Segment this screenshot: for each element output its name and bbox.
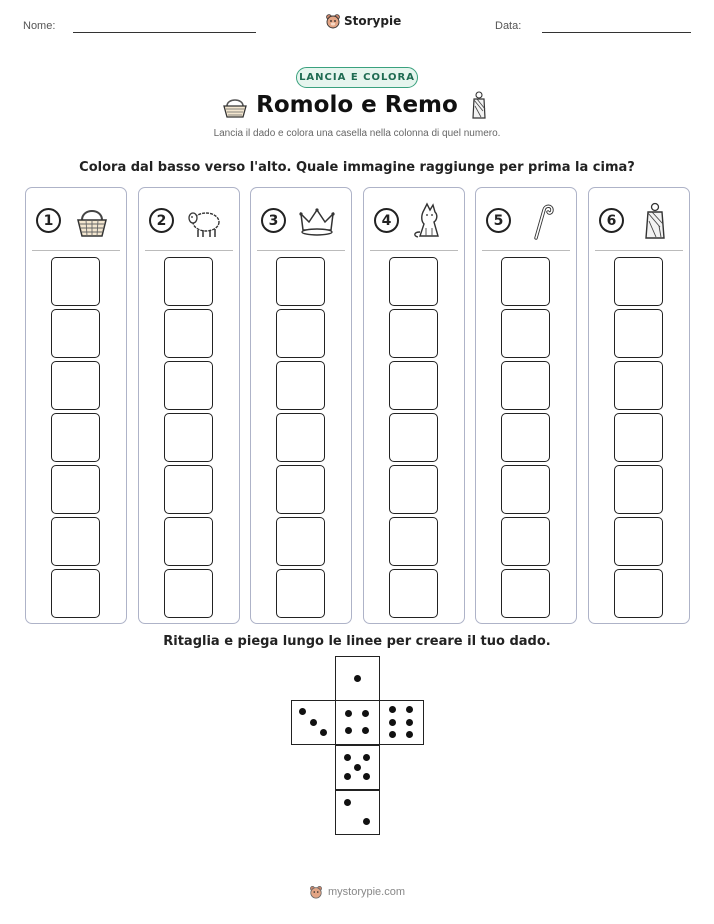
column-number: 4 [374,208,399,233]
die-face-6 [379,700,424,745]
color-box[interactable] [276,309,325,358]
column-divider [482,250,570,251]
die-pip [344,799,351,806]
color-box[interactable] [164,309,213,358]
color-box[interactable] [276,361,325,410]
die-pip [310,719,317,726]
column-divider [32,250,120,251]
die-face-3 [291,700,336,745]
race-column-3 [250,187,352,624]
die-pip [362,727,369,734]
die-pip [354,764,361,771]
color-box[interactable] [164,413,213,462]
footer-url[interactable]: mystorypie.com [327,886,406,898]
color-box[interactable] [389,309,438,358]
die-pip [345,727,352,734]
die-pip [406,719,413,726]
color-box[interactable] [51,309,100,358]
die-pip [362,710,369,717]
sheep-icon [185,202,225,240]
die-pip [344,773,351,780]
column-divider [595,250,683,251]
bear-icon [309,885,323,899]
activity-badge: LANCIA E COLORA [296,67,418,88]
column-header [149,202,233,242]
color-box[interactable] [614,413,663,462]
shepherd-staff-icon [522,202,562,240]
page-title: Romolo e Remo [256,92,458,118]
wolf-icon [410,202,450,240]
column-divider [257,250,345,251]
die-face-1 [335,656,380,701]
bear-icon [325,13,341,29]
die-pip [345,710,352,717]
date-line[interactable] [542,32,691,33]
color-box[interactable] [614,309,663,358]
race-column-4 [363,187,465,624]
race-column-1 [25,187,127,624]
date-label: Data: [495,20,522,32]
race-column-6 [588,187,690,624]
color-box[interactable] [389,517,438,566]
column-header [599,202,683,242]
color-instruction: Colora dal basso verso l'alto. Quale immagine raggiunge per prima la cima? [79,160,635,175]
color-box[interactable] [501,569,550,618]
color-box[interactable] [51,517,100,566]
color-box[interactable] [51,413,100,462]
column-number: 1 [36,208,61,233]
column-divider [145,250,233,251]
color-box[interactable] [51,465,100,514]
color-box[interactable] [276,257,325,306]
color-box[interactable] [164,517,213,566]
color-box[interactable] [276,569,325,618]
color-box[interactable] [501,413,550,462]
brand-name: Storypie [344,14,402,28]
die-pip [389,719,396,726]
crown-icon [297,202,337,240]
color-box[interactable] [389,257,438,306]
column-header [486,202,570,242]
die-pip [389,706,396,713]
brand-logo [325,13,401,29]
color-box[interactable] [614,257,663,306]
color-box[interactable] [389,413,438,462]
color-box[interactable] [614,361,663,410]
cut-instruction: Ritaglia e piega lungo le linee per creare il tuo dado. [163,634,551,649]
die-pip [363,773,370,780]
die-face-4 [335,700,380,745]
race-column-5 [475,187,577,624]
column-header [374,202,458,242]
name-label: Nome: [23,20,56,32]
die-face-5 [335,745,380,790]
color-box[interactable] [614,569,663,618]
die-pip [344,754,351,761]
color-box[interactable] [501,309,550,358]
toga-icon [469,91,489,121]
die-face-2 [335,790,380,835]
basket-icon [72,202,112,240]
color-box[interactable] [276,413,325,462]
color-box[interactable] [164,257,213,306]
color-box[interactable] [614,517,663,566]
column-number: 3 [261,208,286,233]
name-line[interactable] [73,32,256,33]
race-column-2 [138,187,240,624]
die-pip [406,706,413,713]
color-box[interactable] [389,569,438,618]
die-pip [389,731,396,738]
column-header [36,202,120,242]
column-number: 6 [599,208,624,233]
subtitle: Lancia il dado e colora una casella nella colonna di quel numero. [213,128,501,139]
color-box[interactable] [164,465,213,514]
die-pip [363,754,370,761]
color-box[interactable] [51,361,100,410]
color-box[interactable] [164,569,213,618]
die-pip [363,818,370,825]
color-box[interactable] [501,361,550,410]
toga-icon [635,202,675,240]
color-box[interactable] [164,361,213,410]
color-box[interactable] [276,465,325,514]
column-header [261,202,345,242]
die-pip [406,731,413,738]
color-box[interactable] [501,517,550,566]
color-box[interactable] [501,257,550,306]
color-box[interactable] [389,465,438,514]
column-number: 2 [149,208,174,233]
color-box[interactable] [51,257,100,306]
footer [0,885,714,899]
die-pip [299,708,306,715]
color-box[interactable] [614,465,663,514]
color-box[interactable] [389,361,438,410]
die-pip [354,675,361,682]
die-pip [320,729,327,736]
column-number: 5 [486,208,511,233]
color-box[interactable] [51,569,100,618]
column-divider [370,250,458,251]
color-box[interactable] [276,517,325,566]
color-box[interactable] [501,465,550,514]
